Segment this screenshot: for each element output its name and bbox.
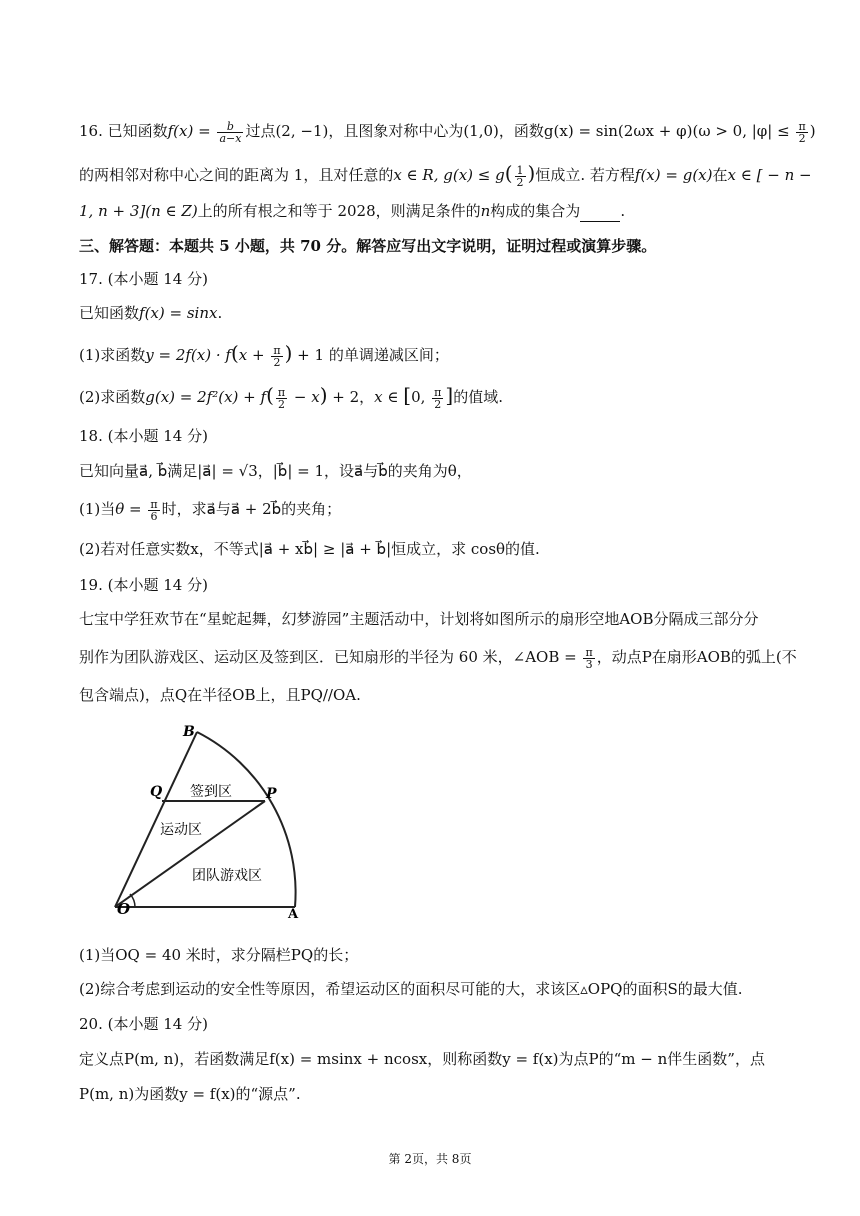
q17-math: x + bbox=[238, 346, 270, 364]
q17-frac-pi2 bbox=[271, 345, 282, 368]
frac-num: π bbox=[277, 385, 286, 399]
q16-frac-pi2 bbox=[796, 121, 807, 144]
q16-text: 过点(2, −1)，且图象对称中心为(1,0)，函数 bbox=[245, 122, 544, 140]
q16-gx: g(x) = sin(2ωx + φ)(ω > 0, |φ| ≤ bbox=[543, 122, 795, 140]
q17-part1 bbox=[79, 342, 790, 368]
q16-math: x ∈ R, g(x) ≤ g bbox=[393, 166, 505, 184]
q16-text: 构成的集合为 bbox=[490, 202, 581, 220]
q16-math: f(x) = g(x) bbox=[634, 166, 713, 184]
q16-frac-ba bbox=[217, 121, 243, 144]
frac-num: 1 bbox=[516, 163, 524, 177]
label-a: A bbox=[288, 907, 299, 922]
q17-math: y = 2f(x) · f bbox=[145, 346, 231, 364]
q17-stem bbox=[79, 302, 790, 324]
q16-line3 bbox=[79, 200, 790, 222]
q19-stem-line3: 包含端点)，点Q在半径OB上，且PQ//OA. bbox=[79, 686, 361, 704]
frac-num: π bbox=[434, 385, 442, 399]
paren: ) bbox=[527, 161, 536, 185]
paren: ( bbox=[266, 383, 274, 407]
q18-part1 bbox=[79, 498, 790, 522]
frac-den: 3 bbox=[585, 657, 593, 671]
q16-text: 上的所有根之和等于 2028，则满足条件的 bbox=[197, 202, 481, 220]
q18-frac-pi6 bbox=[148, 499, 159, 522]
q16-math: n bbox=[480, 202, 491, 220]
frac-num: π bbox=[798, 119, 806, 133]
q18-text: (1)当 bbox=[79, 500, 116, 518]
q20-line1: 定义点P(m, n)，若函数满足f(x) = msinx + ncosx，则称函数y = f(x)为点P的“m − n伴生函数”，点 bbox=[79, 1050, 765, 1068]
label-p: P bbox=[266, 786, 277, 802]
label-o: O bbox=[117, 900, 131, 918]
frac-num: π bbox=[585, 645, 593, 659]
q19-text: ，动点P在扇形AOB的弧上(不 bbox=[596, 648, 797, 666]
frac-num: π bbox=[150, 497, 158, 511]
bracket: [ bbox=[403, 383, 412, 407]
q17-text: 的单调递减区间； bbox=[324, 346, 449, 364]
q18-text: 时，求a⃗与a⃗ + 2b⃗的夹角； bbox=[161, 500, 342, 518]
q17-part2 bbox=[79, 384, 790, 410]
q17-math: + 2， bbox=[327, 388, 375, 406]
q19-frac-pi3 bbox=[583, 647, 594, 670]
q17-text: (2)求函数 bbox=[79, 388, 146, 406]
q16-fx: f(x) = bbox=[167, 122, 216, 140]
q17-math: x ∈ bbox=[374, 388, 404, 406]
q17-math: 0, bbox=[411, 388, 431, 406]
paren: ( bbox=[504, 161, 513, 185]
q18-stem: 已知向量a⃗, b⃗满足|a⃗| = √3，|b⃗| = 1，设a⃗与b⃗的夹角为θ， bbox=[79, 462, 472, 480]
q17-text: 已知函数 bbox=[79, 304, 140, 322]
q19-part1: (1)当OQ = 40 米时，求分隔栏PQ的长； bbox=[79, 946, 359, 964]
frac-den: 2 bbox=[798, 131, 806, 145]
frac-num: b bbox=[217, 121, 243, 133]
q18-header: 18. (本小题 14 分) bbox=[79, 427, 208, 445]
q17-frac-pi2 bbox=[276, 387, 287, 410]
q19-header: 19. (本小题 14 分) bbox=[79, 576, 208, 594]
q19-text: 别作为团队游戏区、运动区及签到区．已知扇形的半径为 60 米，∠AOB = bbox=[79, 648, 582, 666]
radius-ob bbox=[115, 732, 197, 907]
zone-signin-label: 签到区 bbox=[190, 784, 232, 800]
q16-math: x ∈ [ − n − bbox=[727, 166, 812, 184]
frac-den: 6 bbox=[150, 509, 158, 523]
frac-den: 2 bbox=[516, 175, 524, 189]
q16-text: 16. 已知函数 bbox=[79, 122, 168, 140]
frac-den: 2 bbox=[273, 355, 281, 369]
q17-text: . bbox=[217, 304, 223, 322]
q16-text: 恒成立. 若方程 bbox=[535, 166, 635, 184]
q16-text: . bbox=[620, 202, 626, 220]
frac-den: 2 bbox=[277, 397, 285, 411]
q20-header: 20. (本小题 14 分) bbox=[79, 1015, 208, 1033]
segment-op bbox=[115, 801, 265, 907]
paren: ( bbox=[230, 341, 239, 365]
q19-part2: (2)综合考虑到运动的安全性等原因，希望运动区的面积尽可能的大，求该区▵OPQ的面积S的最大值. bbox=[79, 980, 743, 998]
q16-text: ) bbox=[809, 122, 816, 140]
section-heading: 三、解答题：本题共 5 小题，共 70 分。解答应写出文字说明，证明过程或演算步骤。 bbox=[79, 237, 657, 255]
q16-math: 1, n + 3](n ∈ Z) bbox=[79, 202, 198, 220]
q17-frac-pi2 bbox=[432, 387, 443, 410]
label-q: Q bbox=[150, 784, 163, 800]
q16-line2 bbox=[79, 161, 812, 189]
q17-math: f(x) = sinx bbox=[139, 304, 218, 322]
bracket: ] bbox=[445, 383, 454, 407]
q18-math: θ = bbox=[115, 500, 147, 518]
q18-part2: (2)若对任意实数x，不等式|a⃗ + xb⃗| ≥ |a⃗ + b⃗|恒成立，求 cosθ的值. bbox=[79, 540, 540, 558]
q17-text: 的值域. bbox=[453, 388, 503, 406]
q17-text: (1)求函数 bbox=[79, 346, 146, 364]
paren: ) bbox=[319, 383, 328, 407]
q17-math: − x bbox=[289, 388, 320, 406]
frac-num: π bbox=[273, 343, 281, 357]
frac-den: 2 bbox=[434, 397, 442, 411]
q16-text: 的两相邻对称中心之间的距离为 1，且对任意的 bbox=[79, 166, 394, 184]
q19-stem-line2 bbox=[79, 645, 797, 671]
q16-text: 在 bbox=[712, 166, 728, 184]
q19-stem-line1: 七宝中学狂欢节在“星蛇起舞，幻梦游园”主题活动中，计划将如图所示的扇形空地AOB分隔成三部分分 bbox=[79, 610, 759, 628]
label-b: B bbox=[183, 724, 195, 740]
paren: ) bbox=[284, 341, 293, 365]
answer-blank bbox=[580, 207, 620, 222]
q16-line1 bbox=[79, 119, 816, 145]
q17-math: + 1 bbox=[292, 346, 325, 364]
sector-figure bbox=[80, 722, 320, 922]
page-footer: 第 2页，共 8页 bbox=[388, 1152, 472, 1166]
q17-math: g(x) = 2f²(x) + f bbox=[145, 388, 267, 406]
frac-den: a−x bbox=[219, 131, 242, 145]
q17-header: 17. (本小题 14 分) bbox=[79, 270, 208, 288]
q20-line2: P(m, n)为函数y = f(x)的“源点”. bbox=[79, 1085, 301, 1103]
q16-frac-half bbox=[515, 165, 526, 188]
zone-team-label: 团队游戏区 bbox=[192, 868, 262, 884]
angle-arc bbox=[130, 894, 135, 907]
zone-sport-label: 运动区 bbox=[160, 822, 202, 838]
